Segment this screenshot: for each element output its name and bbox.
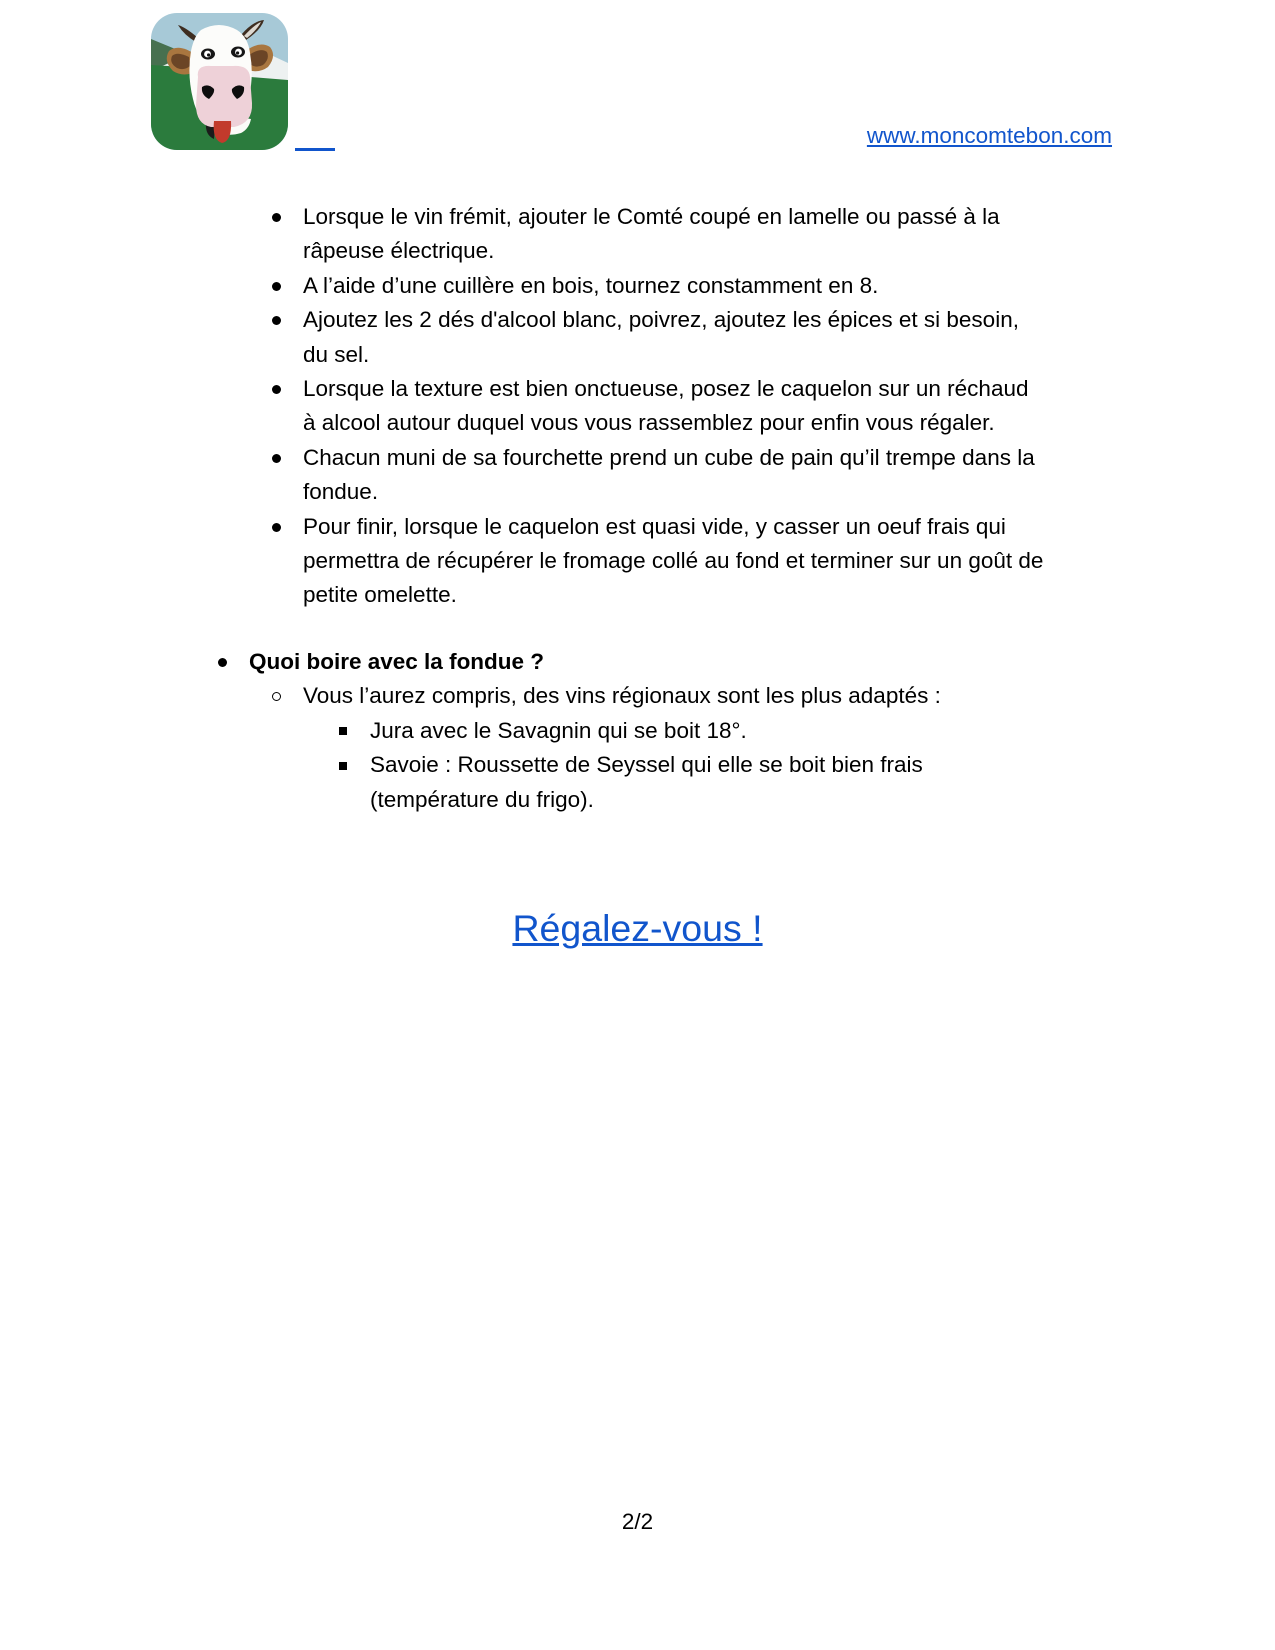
bullet-square-icon [339, 727, 347, 735]
list-line: fondue. [303, 479, 379, 505]
list-item [0, 200, 1275, 269]
list-item [0, 510, 1275, 613]
list-line: Jura avec le Savagnin qui se boit 18°. [370, 717, 747, 743]
list-line: Ajoutez les 2 dés d'alcool blanc, poivrez, ajoutez les épices et si besoin, [303, 307, 1019, 333]
cow-logo-image [151, 13, 288, 150]
closing-line [0, 907, 1275, 950]
closing-link[interactable]: Régalez-vous ! [512, 907, 763, 949]
list-line: Vous l’aurez compris, des vins régionaux sont les plus adaptés : [303, 683, 941, 709]
bullet-disc-icon [272, 523, 281, 532]
list-item [0, 372, 1275, 441]
list-line: (température du frigo). [370, 786, 594, 812]
list-line: Pour finir, lorsque le caquelon est quasi vide, y casser un oeuf frais qui [303, 513, 1006, 539]
list-item [0, 679, 1275, 713]
list-item [0, 269, 1275, 303]
cow-logo [151, 13, 288, 150]
list-line: Savoie : Roussette de Seyssel qui elle se boit bien frais [370, 752, 923, 778]
list-line: du sel. [303, 341, 370, 367]
page-number: 2/2 [621, 1509, 654, 1534]
website-link[interactable]: www.moncomtebon.com [866, 123, 1112, 148]
bullet-square-icon [339, 762, 347, 770]
list-line: à alcool autour duquel vous vous rassemblez pour enfin vous régaler. [303, 410, 995, 436]
list-line: A l’aide d’une cuillère en bois, tournez constamment en 8. [303, 272, 879, 298]
bullet-disc-icon [272, 282, 281, 291]
list-item [0, 748, 1275, 817]
list-line: Quoi boire avec la fondue ? [249, 648, 545, 674]
list-line: râpeuse électrique. [303, 238, 495, 264]
logo-underline-link[interactable] [295, 148, 335, 151]
list-item [0, 645, 1275, 679]
list-item [0, 303, 1275, 372]
list-line: Chacun muni de sa fourchette prend un cube de pain qu’il trempe dans la [303, 444, 1035, 470]
content-list [0, 200, 1275, 817]
bullet-disc-icon [272, 213, 281, 222]
bullet-disc-icon [272, 385, 281, 394]
list-line: Lorsque le vin frémit, ajouter le Comté coupé en lamelle ou passé à la [303, 204, 1000, 229]
list-line: Lorsque la texture est bien onctueuse, posez le caquelon sur un réchaud [303, 376, 1029, 402]
bullet-disc-icon [218, 658, 227, 667]
bullet-disc-icon [272, 316, 281, 325]
list-item [0, 441, 1275, 510]
bullet-circle-icon [272, 692, 281, 701]
list-line: petite omelette. [303, 582, 457, 608]
list-line: permettra de récupérer le fromage collé au fond et terminer sur un goût de [303, 548, 1044, 574]
list-item [0, 714, 1275, 748]
bullet-disc-icon [272, 454, 281, 463]
